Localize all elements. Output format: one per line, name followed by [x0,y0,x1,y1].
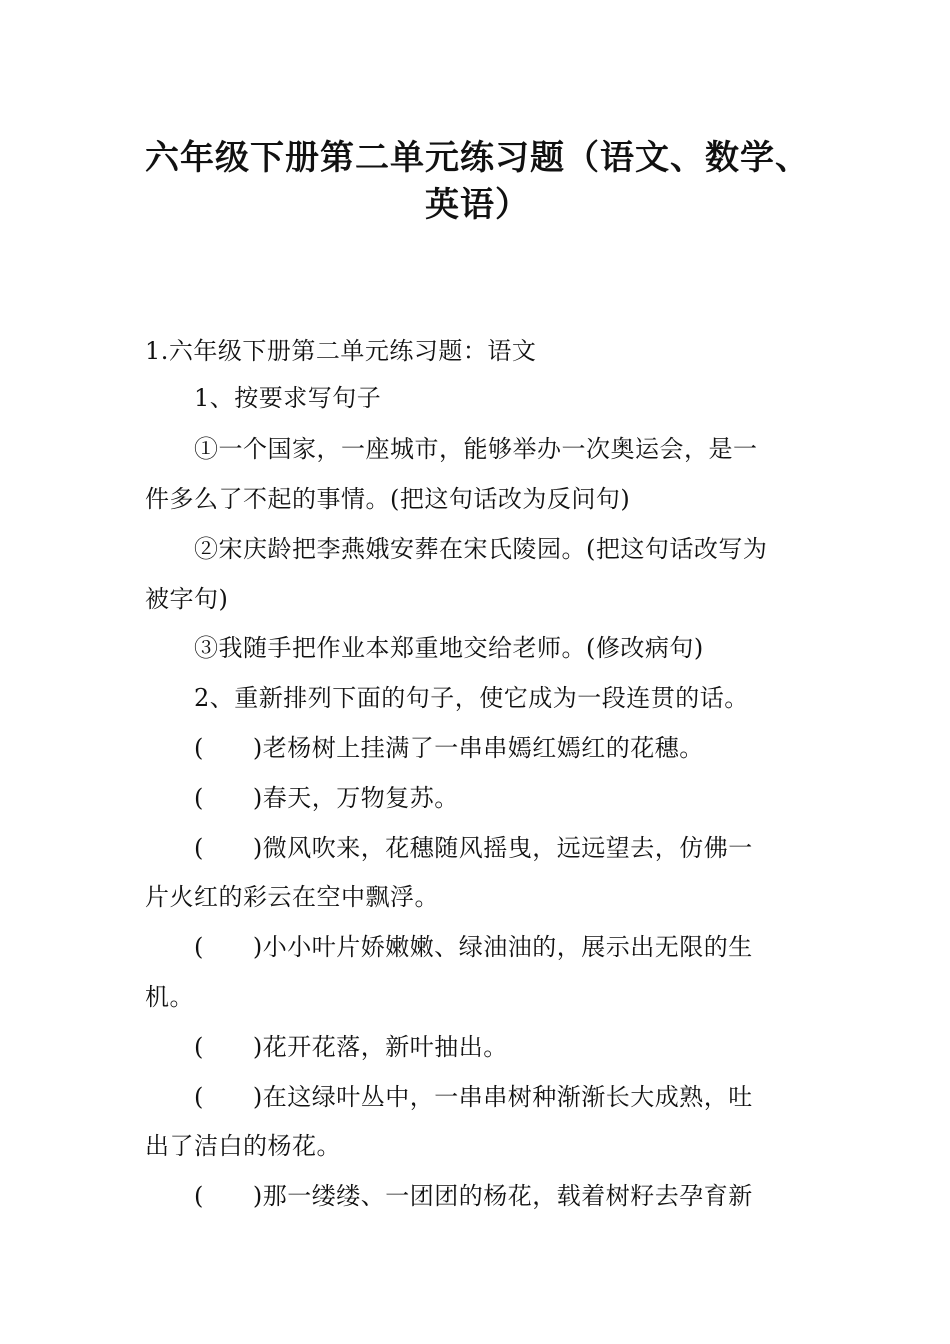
paragraph-line: ( )微风吹来，花穗随风摇曳，远远望去，仿佛一 [194,834,753,862]
paragraph-line: 出了洁白的杨花。 [145,1132,341,1160]
paragraph-line: 片火红的彩云在空中飘浮。 [145,883,439,911]
paragraph-line: ( )花开花落，新叶抽出。 [194,1033,508,1061]
paragraph-line: 被字句) [145,585,229,613]
paragraph-line: ( )春天，万物复苏。 [194,784,459,812]
paragraph-line: ③我随手把作业本郑重地交给老师。(修改病句) [194,634,704,662]
question-heading: 2、重新排列下面的句子，使它成为一段连贯的话。 [194,684,749,712]
paragraph-line: ②宋庆龄把李燕娥安葬在宋氏陵园。(把这句话改写为 [194,535,768,563]
question-heading: 1、按要求写句子 [194,384,382,412]
paragraph-line: 机。 [145,983,194,1011]
paragraph-line: ( )在这绿叶丛中，一串串树种渐渐长大成熟，吐 [194,1083,753,1111]
document-title-line-1: 六年级下册第二单元练习题（语文、数学、 [145,138,810,178]
paragraph-line: ( )那一缕缕、一团团的杨花，载着树籽去孕育新 [194,1182,753,1210]
document-title-line-2: 英语） [425,185,530,225]
section-heading: 1.六年级下册第二单元练习题：语文 [145,337,537,365]
paragraph-line: ( )老杨树上挂满了一串串嫣红嫣红的花穗。 [194,734,704,762]
paragraph-line: 件多么了不起的事情。(把这句话改为反问句) [145,485,631,513]
paragraph-line: ( )小小叶片娇嫩嫩、绿油油的，展示出无限的生 [194,933,753,961]
paragraph-line: ①一个国家，一座城市，能够举办一次奥运会，是一 [194,435,758,463]
